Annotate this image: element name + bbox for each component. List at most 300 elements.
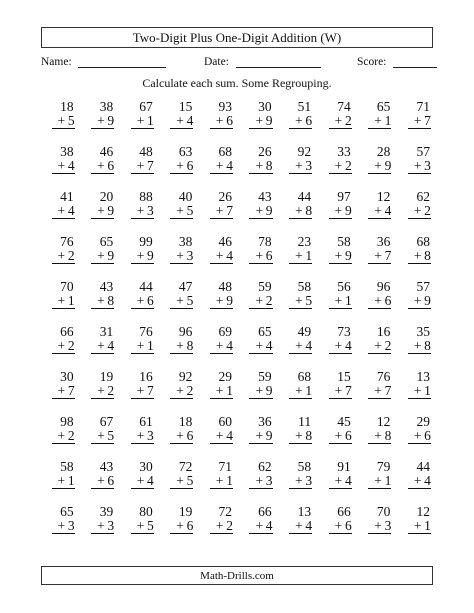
addend-top: 43 [99,459,114,474]
addition-problem [123,234,163,279]
addition-problem [361,144,401,189]
addend-bottom: + 8 [289,428,312,444]
addend-bottom: + 5 [131,518,154,534]
addend-bottom: + 1 [131,338,154,354]
addition-problem [242,504,282,549]
addend-top: 29 [218,369,232,384]
addition-problem [282,234,322,279]
addend-top: 45 [337,414,351,429]
addend-top: 58 [60,459,74,474]
addend-bottom: + 9 [329,203,352,219]
addition-problem [163,144,203,189]
addition-problem [202,459,242,504]
addend-bottom: + 4 [210,338,233,354]
addend-bottom: + 6 [91,158,114,174]
footer [41,566,433,585]
addend-bottom: + 7 [131,158,154,174]
addend-bottom: + 6 [249,248,272,264]
addend-top: 63 [178,144,193,159]
addition-problem [163,324,203,369]
addend-bottom: + 5 [170,203,193,219]
addend-bottom: + 6 [368,293,391,309]
addend-top: 15 [337,369,351,384]
name-line [78,55,166,68]
addition-problem [123,144,163,189]
addition-problem [84,99,124,144]
addend-top: 57 [416,144,430,159]
addend-bottom: + 6 [329,518,352,534]
addend-bottom: + 9 [329,248,352,264]
score-line [393,55,437,68]
addend-top: 67 [99,414,114,429]
addend-bottom: + 7 [408,113,431,129]
addition-problem [361,99,401,144]
addend-top: 65 [258,324,272,339]
addend-top: 49 [297,324,312,339]
addend-top: 48 [139,144,153,159]
addend-bottom: + 2 [52,428,75,444]
addend-bottom: + 2 [408,203,431,219]
addend-bottom: + 1 [408,518,431,534]
addition-problem [361,369,401,414]
addition-problem [44,144,84,189]
name-field [41,55,166,68]
addend-bottom: + 8 [368,428,391,444]
addend-bottom: + 2 [91,383,114,399]
addend-bottom: + 3 [368,518,391,534]
addend-bottom: + 4 [170,113,193,129]
addend-top: 57 [416,279,430,294]
addend-top: 15 [178,99,193,114]
addend-bottom: + 7 [368,383,391,399]
addition-problem [123,99,163,144]
addend-bottom: + 4 [52,203,75,219]
addend-bottom: + 9 [249,203,272,219]
addition-problem [44,459,84,504]
addition-problem [400,144,440,189]
addend-top: 30 [258,99,272,114]
addend-top: 16 [376,324,391,339]
addend-bottom: + 4 [210,158,233,174]
addend-bottom: + 3 [289,473,312,489]
addend-top: 43 [99,279,114,294]
addend-top: 65 [99,234,114,249]
addend-top: 80 [139,504,153,519]
addend-top: 58 [297,459,312,474]
addend-bottom: + 6 [170,158,193,174]
addend-top: 93 [218,99,232,114]
addend-bottom: + 9 [249,428,272,444]
addend-bottom: + 8 [170,338,193,354]
addition-problem [242,279,282,324]
addend-bottom: + 3 [170,248,193,264]
addend-top: 59 [258,279,272,294]
addend-top: 60 [218,414,232,429]
addition-problem [282,189,322,234]
addend-bottom: + 4 [408,473,431,489]
addend-top: 74 [337,99,351,114]
addend-bottom: + 4 [289,518,312,534]
addition-problem [321,504,361,549]
addition-problem [321,144,361,189]
addition-problem [44,369,84,414]
addend-bottom: + 8 [408,338,431,354]
addition-problem [361,324,401,369]
addition-problem [282,414,322,459]
addition-problem [321,369,361,414]
addend-bottom: + 5 [91,428,114,444]
addition-problem [123,189,163,234]
addend-bottom: + 6 [170,518,193,534]
addend-top: 13 [416,369,430,384]
addition-problem [361,279,401,324]
addition-problem [282,459,322,504]
addend-top: 46 [99,144,114,159]
addition-problem [282,279,322,324]
addition-problem [400,279,440,324]
addition-problem [163,459,203,504]
addend-bottom: + 6 [329,428,352,444]
addend-bottom: + 1 [52,293,75,309]
addend-bottom: + 7 [329,383,352,399]
addend-bottom: + 6 [408,428,431,444]
addend-top: 92 [297,144,312,159]
addend-bottom: + 4 [289,338,312,354]
addition-problem [202,144,242,189]
addition-problem [282,99,322,144]
addition-problem [242,234,282,279]
addend-bottom: + 4 [91,338,114,354]
addend-bottom: + 1 [131,113,154,129]
addition-problem [321,234,361,279]
addend-top: 66 [60,324,74,339]
addition-problem [321,99,361,144]
addition-problem [202,324,242,369]
addend-top: 36 [376,234,391,249]
addend-bottom: + 9 [210,293,233,309]
date-label: Date: [204,56,229,68]
addition-problem [321,324,361,369]
addend-bottom: + 7 [131,383,154,399]
addend-bottom: + 2 [368,338,391,354]
addend-bottom: + 4 [131,473,154,489]
addend-bottom: + 8 [408,248,431,264]
addition-problem [242,144,282,189]
addition-problem [321,459,361,504]
addition-problem [163,414,203,459]
addend-bottom: + 1 [210,383,233,399]
addend-top: 33 [337,144,351,159]
title-text: Two-Digit Plus One-Digit Addition (W) [132,29,342,45]
addition-problem [282,324,322,369]
date-field [204,55,321,68]
addend-top: 19 [178,504,193,519]
addend-top: 96 [178,324,193,339]
addend-bottom: + 4 [329,338,352,354]
addend-bottom: + 3 [131,428,154,444]
addend-bottom: + 1 [289,248,312,264]
addend-bottom: + 2 [329,113,352,129]
addition-problem [44,234,84,279]
addend-bottom: + 5 [52,113,75,129]
addition-problem [44,504,84,549]
addition-problem [123,369,163,414]
addend-top: 70 [60,279,74,294]
addition-problem [321,414,361,459]
addend-top: 44 [139,279,153,294]
addition-problem [202,504,242,549]
addend-bottom: + 3 [131,203,154,219]
addend-top: 30 [60,369,74,384]
addend-top: 62 [416,189,430,204]
addend-top: 28 [376,144,391,159]
addend-bottom: + 6 [210,113,233,129]
addend-top: 66 [258,504,272,519]
addend-top: 20 [99,189,114,204]
addend-top: 26 [258,144,272,159]
addend-bottom: + 7 [210,203,233,219]
addition-problem [123,459,163,504]
addition-problem [400,504,440,549]
score-label: Score: [357,56,387,68]
addition-problem [242,369,282,414]
addition-problem [202,99,242,144]
addition-problem [163,504,203,549]
addend-top: 29 [416,414,430,429]
addend-bottom: + 6 [170,428,193,444]
addend-top: 26 [218,189,232,204]
addition-problem [84,144,124,189]
addend-top: 71 [218,459,232,474]
addition-problem [400,189,440,234]
addend-bottom: + 1 [289,383,312,399]
addend-bottom: + 8 [249,158,272,174]
addend-top: 68 [297,369,312,384]
addend-top: 58 [297,279,312,294]
addend-top: 92 [178,369,193,384]
addition-problem [361,414,401,459]
addend-top: 38 [99,99,114,114]
addend-top: 66 [337,504,351,519]
addition-problem [242,459,282,504]
addend-bottom: + 3 [408,158,431,174]
addend-top: 76 [139,324,153,339]
addend-top: 78 [258,234,272,249]
addend-top: 72 [218,504,232,519]
addition-problem [202,369,242,414]
addend-top: 35 [416,324,430,339]
addend-top: 68 [218,144,232,159]
addend-bottom: + 4 [329,473,352,489]
addition-problem [282,369,322,414]
addition-problem [242,324,282,369]
addition-problem [400,459,440,504]
addition-problem [44,189,84,234]
addend-top: 96 [376,279,391,294]
addend-top: 16 [139,369,153,384]
addend-top: 97 [337,189,351,204]
addition-problem [84,369,124,414]
addend-bottom: + 2 [52,248,75,264]
addition-problem [282,504,322,549]
addition-problem [361,189,401,234]
addend-top: 12 [376,414,391,429]
addend-top: 36 [258,414,272,429]
addition-problem [44,279,84,324]
addition-problem [321,189,361,234]
addend-top: 58 [337,234,351,249]
addend-bottom: + 9 [91,113,114,129]
addend-top: 47 [178,279,193,294]
addend-top: 71 [416,99,430,114]
addition-problem [242,414,282,459]
addition-problem [202,414,242,459]
addend-top: 40 [178,189,193,204]
addend-bottom: + 4 [210,428,233,444]
addition-problem [163,189,203,234]
addition-problem [242,189,282,234]
addition-problem [123,324,163,369]
addend-bottom: + 8 [91,293,114,309]
addend-bottom: + 4 [249,338,272,354]
addend-top: 11 [298,414,312,429]
addition-problem [84,414,124,459]
addend-top: 39 [99,504,114,519]
addition-problem [400,324,440,369]
addition-problem [282,144,322,189]
addend-top: 18 [60,99,74,114]
addition-problem [361,234,401,279]
addition-problem [44,99,84,144]
addend-bottom: + 9 [91,203,114,219]
addend-bottom: + 3 [289,158,312,174]
addend-bottom: + 1 [52,473,75,489]
addend-top: 43 [258,189,272,204]
addend-top: 65 [376,99,391,114]
addend-top: 46 [218,234,232,249]
addend-top: 76 [376,369,391,384]
addend-top: 69 [218,324,232,339]
addend-top: 62 [258,459,272,474]
instructions: Calculate each sum. Some Regrouping. [142,76,332,90]
addition-problem [84,459,124,504]
addend-top: 88 [139,189,153,204]
addend-bottom: + 1 [329,293,352,309]
addition-problem [84,324,124,369]
addend-bottom: + 5 [289,293,312,309]
name-label: Name: [41,56,72,68]
addend-bottom: + 4 [249,518,272,534]
addend-bottom: + 8 [289,203,312,219]
addition-problem [163,279,203,324]
addend-top: 68 [416,234,430,249]
addend-bottom: + 9 [249,383,272,399]
footer-text: Math-Drills.com [200,569,274,582]
addition-problem [202,279,242,324]
addend-bottom: + 6 [91,473,114,489]
addend-top: 72 [178,459,193,474]
addend-top: 51 [297,99,312,114]
addend-bottom: + 7 [52,383,75,399]
addend-top: 67 [139,99,153,114]
addend-top: 56 [337,279,351,294]
addition-problem [361,504,401,549]
addend-top: 23 [297,234,312,249]
addend-bottom: + 7 [368,248,391,264]
addition-problem [163,234,203,279]
addend-top: 65 [60,504,74,519]
addend-top: 70 [376,504,391,519]
addend-bottom: + 1 [368,113,391,129]
addend-top: 44 [416,459,430,474]
addend-top: 31 [99,324,114,339]
addend-top: 38 [178,234,193,249]
addend-top: 41 [60,189,74,204]
addend-top: 79 [376,459,391,474]
addend-bottom: + 5 [170,293,193,309]
addend-bottom: + 6 [289,113,312,129]
addition-problem [400,99,440,144]
addend-bottom: + 3 [52,518,75,534]
addition-problem [44,414,84,459]
addend-bottom: + 2 [249,293,272,309]
addend-top: 38 [60,144,74,159]
addition-problem [84,234,124,279]
addend-bottom: + 9 [249,113,272,129]
addend-top: 48 [218,279,232,294]
addition-problem [400,369,440,414]
addition-problem [242,99,282,144]
addition-problem [84,189,124,234]
problem-grid [44,99,440,549]
addition-problem [361,459,401,504]
addend-bottom: + 2 [210,518,233,534]
addend-bottom: + 3 [91,518,114,534]
addend-bottom: + 5 [170,473,193,489]
addition-problem [123,279,163,324]
addend-top: 98 [60,414,74,429]
addend-bottom: + 1 [368,473,391,489]
score-field [357,55,437,68]
addend-top: 59 [258,369,272,384]
date-line [236,55,321,68]
worksheet-title [41,27,433,48]
addend-bottom: + 2 [329,158,352,174]
addend-bottom: + 2 [52,338,75,354]
addend-top: 76 [60,234,74,249]
addend-top: 73 [337,324,351,339]
addend-bottom: + 4 [210,248,233,264]
addition-problem [123,504,163,549]
addend-top: 30 [139,459,153,474]
addend-top: 44 [297,189,312,204]
addend-bottom: + 3 [249,473,272,489]
addend-bottom: + 9 [368,158,391,174]
addend-bottom: + 1 [210,473,233,489]
addend-bottom: + 2 [170,383,193,399]
addend-bottom: + 9 [91,248,114,264]
addend-top: 91 [337,459,351,474]
addend-bottom: + 1 [408,383,431,399]
addition-problem [400,234,440,279]
addition-problem [163,99,203,144]
addend-bottom: + 9 [408,293,431,309]
addition-problem [84,279,124,324]
addend-top: 12 [376,189,391,204]
addend-top: 18 [178,414,193,429]
addend-top: 12 [416,504,430,519]
addition-problem [84,504,124,549]
